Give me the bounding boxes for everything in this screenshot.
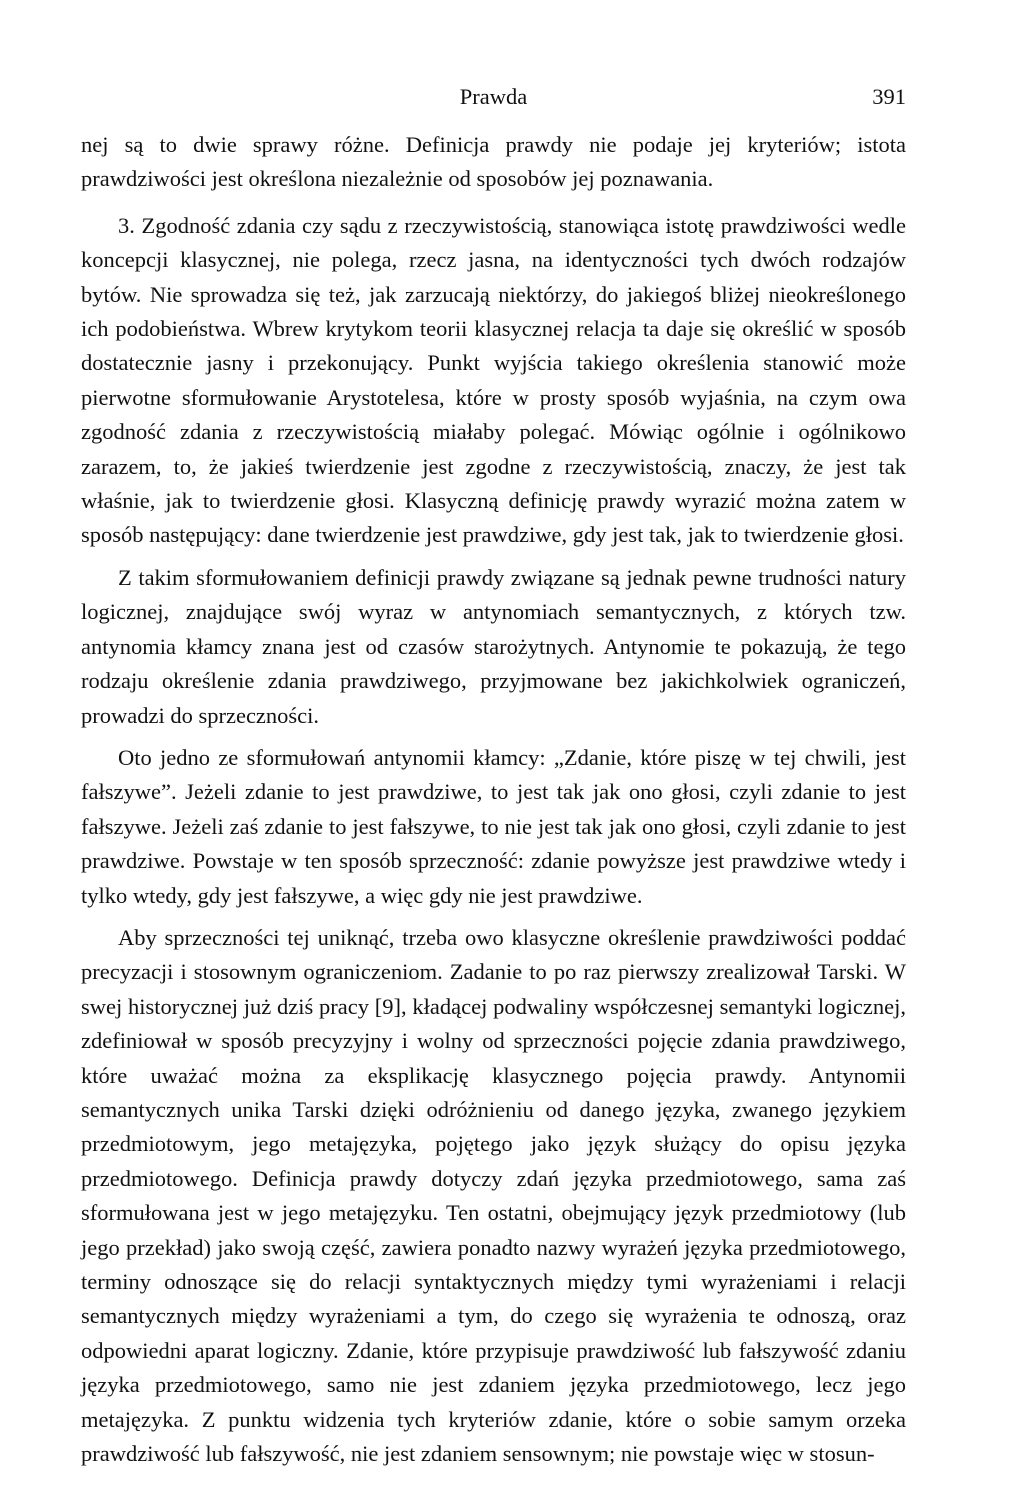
page-number: 391 [872,84,906,109]
running-header [81,80,906,114]
paragraph-tarski: Aby sprzeczności tej uniknąć, trzeba owo klasyczne określenie prawdziwości poddać precyzacji i stosownym ograniczeniom. Zadanie to po raz pierwszy zrealizował Tarski. W swej historycznej już dziś pracy [9], kładącej podwaliny współczesnej semantyki logicznej, zdefiniował w sposób precyzyjny i wolny od sprzeczności pojęcie zdania prawdziwego, które uważać można za eksplikację klasycznego pojęcia prawdy. Antynomii semantycznych unika Tarski dzięki odróżnieniu od danego języka, zwanego językiem przedmiotowym, jego metajęzyka, pojętego jako język służący do opisu języka przedmiotowego. Definicja prawdy dotyczy zdań języka przedmiotowego, sama zaś sformułowana jest w jego metajęzyku. Ten ostatni, obejmujący język przedmiotowy (lub jego przekład) jako swoją część, zawiera ponadto nazwy wyrażeń języka przedmiotowego, terminy odnoszące się do relacji syntaktycznych między tymi wyrażeniami i relacji semantycznych między wyrażeniami a tym, do czego się wyrażenia te odnoszą, oraz odpowiedni aparat logiczny. Zdanie, które przypisuje prawdziwość lub fałszywość zdaniu języka przedmiotowego, samo nie jest zdaniem języka przedmiotowego, lecz jego metajęzyka. Z punktu widzenia tych kryteriów zdanie, które o sobie samym orzeka prawdziwość lub fałszywość, nie jest zdaniem sensownym; nie powstaje więc w stosun- [81,924,906,1467]
running-header-title: Prawda [459,84,528,109]
book-page [81,80,906,1471]
paragraph-continuation: nej są to dwie sprawy różne. Definicja prawdy nie podaje jej kryteriów; istota prawdziwości jest określona niezależnie od sposobów jej poznawania. [81,132,906,192]
paragraph-antinomy-intro: Z takim sformułowaniem definicji prawdy związane są jednak pewne trudności natury logicznej, znajdujące swój wyraz w antynomiach semantycznych, z których tzw. antynomia kłamcy znana jest od czasów starożytnych. Antynomie te pokazują, że tego rodzaju określenie zdania prawdziwego, przyjmowane bez jakichkolwiek ograniczeń, prowadzi do sprzeczności. [81,564,906,728]
paragraph-liar-antinomy: Oto jedno ze sformułowań antynomii kłamcy: „Zdanie, które piszę w tej chwili, jest fałszywe”. Jeżeli zdanie to jest prawdziwe, to jest tak jak ono głosi, czyli zdanie to jest fałszywe. Jeżeli zaś zdanie to jest fałszywe, to nie jest tak jak ono głosi, czyli zdanie to jest prawdziwe. Powstaje w ten sposób sprzeczność: zdanie powyższe jest prawdziwe wtedy i tylko wtedy, gdy jest fałszywe, a więc gdy nie jest prawdziwe. [81,744,906,908]
paragraph-section-3: 3. Zgodność zdania czy sądu z rzeczywistością, stanowiąca istotę prawdziwości wedle koncepcji klasycznej, nie polega, rzecz jasna, na identyczności tych dwóch rodzajów bytów. Nie sprowadza się też, jak zarzucają niektórzy, do jakiegoś bliżej nieokreślonego ich podobieństwa. Wbrew krytykom teorii klasycznej relacja ta daje się określić w sposób dostatecznie jasny i przekonujący. Punkt wyjścia takiego określenia stanowić może pierwotne sformułowanie Arystotelesa, które w prosty sposób wyjaśnia, na czym owa zgodność zdania z rzeczywistością miałaby polegać. Mówiąc ogólnie i ogólnikowo zarazem, to, że jakieś twierdzenie jest zgodne z rzeczywistością, znaczy, że jest tak właśnie, jak to twierdzenie głosi. Klasyczną definicję prawdy wyrazić można zatem w sposób następujący: dane twierdzenie jest prawdziwe, gdy jest tak, jak to twierdzenie głosi. [81,212,906,548]
